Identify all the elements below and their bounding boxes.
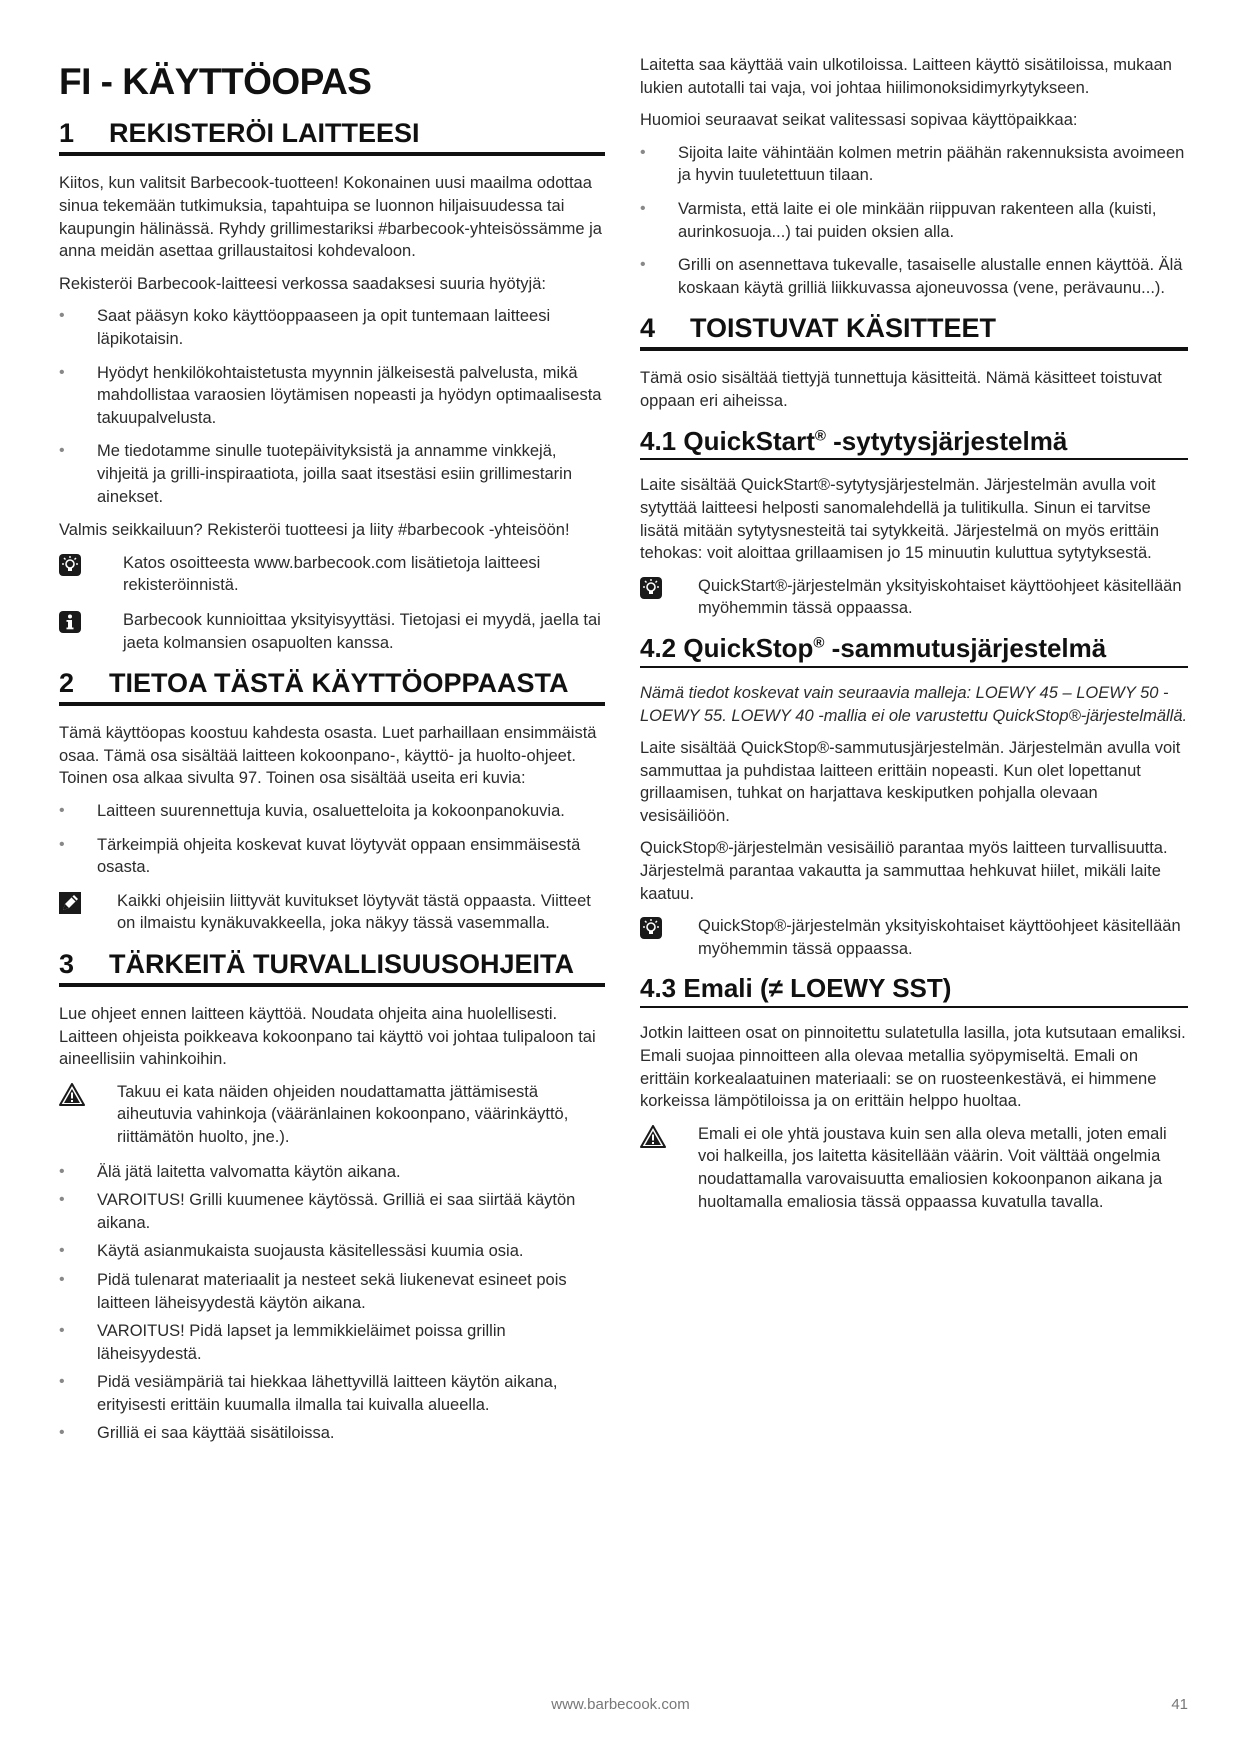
list-item: • Älä jätä laitetta valvomatta käytön aikana.: [59, 1161, 605, 1184]
list-item: • Me tiedotamme sinulle tuotepäivityksistä ja annamme vinkkejä, vihjeitä ja grilli-inspiraatiota, joilla saat itsestäsi esiin grillimestarin ainekset.: [59, 442, 573, 506]
paragraph: Kiitos, kun valitsit Barbecook-tuotteen! Kokonainen uusi maailma odottaa sinua tekemään tutkimuksia, tapahtuipa se luonnon hiljaisuudessa tai kaupungin hälinässä. Ryhdy grillimestariksi #barbecook-yhteisössämme ja anna meidän asettaa grillaustaitosi kohdevaloon.: [59, 174, 602, 261]
section-title: REKISTERÖI LAITTEESI: [109, 118, 420, 149]
section-number: 2: [59, 668, 75, 699]
list-item: • Saat pääsyn koko käyttöoppaaseen ja opit tuntemaan laitteesi läpikotaisin.: [59, 307, 551, 348]
section-title: TOISTUVAT KÄSITTEET: [690, 313, 997, 344]
paragraph: Laite sisältää QuickStop®-sammutusjärjestelmän. Järjestelmän avulla voit sammuttaa ja puhdistaa laitteen erittäin nopeasti. Kun olet lopettanut grillaamisen, tuhkat on harjattava keskiputken pohjalla olevaan vesisäiliöön.: [640, 739, 1181, 825]
paragraph: Valmis seikkailuun? Rekisteröi tuotteesi ja liity #barbecook -yhteisöön!: [59, 521, 570, 540]
warning-note: [59, 1081, 605, 1149]
left-column: [59, 54, 605, 1455]
paragraph: Laitetta saa käyttää vain ulkotiloissa. Laitteen käyttö sisätiloissa, mukaan lukien autotalli tai vaja, voi johtaa hiilimonoksidimyrkytykseen.: [640, 56, 1172, 97]
list-item: • VAROITUS! Pidä lapset ja lemmikkieläimet poissa grillin läheisyydestä.: [59, 1322, 506, 1363]
subsection-4-2-heading: 4.2 QuickStop® -sammutusjärjestelmä: [640, 634, 1188, 668]
paragraph: Huomioi seuraavat seikat valitessasi sopivaa käyttöpaikkaa:: [640, 111, 1078, 130]
bullet-icon: •: [59, 1322, 65, 1340]
page-number: 41: [1171, 1696, 1188, 1713]
bullet-icon: •: [59, 363, 65, 381]
list-item: • Pidä tulenarat materiaalit ja nesteet sekä liukenevat esineet pois laitteen läheisyydestä käytön aikana.: [59, 1270, 567, 1312]
section-number: 4: [640, 313, 656, 344]
paragraph: Laite sisältää QuickStart®-sytytysjärjestelmän. Järjestelmän avulla voit sytyttää laitteesi helposti sanomalehdellä ja tulitikulla. Sinun ei tarvitse lisätä mitään sytytysnesteitä tai sytykkeitä. Järjestelmä on myös erittäin tehokas: voit aloittaa grillaamisen jo 15 minuutin kuluttua sytytyksestä.: [640, 476, 1160, 563]
section-2-heading: [59, 668, 605, 706]
list-item: • Grilli on asennettava tukevalle, tasaiselle alustalle ennen käyttöä. Älä koskaan käytä grilliä liikkuvassa ajoneuvossa (vene, perävaunu...).: [640, 256, 1183, 297]
list-item: • Hyödyt henkilökohtaistetusta myynnin jälkeisestä palvelusta, mikä mahdollistaa varaosien löytämisen nopeasti ja hyödyn optimaalisesta takuupalvelusta.: [59, 363, 602, 427]
note-text: Kaikki ohjeisiin liittyvät kuvitukset löytyvät tästä oppaasta. Viitteet on ilmaistu kynäkuvakkeella, joka näkyy tässä vasemmalla.: [117, 891, 591, 933]
pen-note: [59, 890, 605, 935]
lightbulb-icon: [640, 575, 698, 620]
list-item: • Käytä asianmukaista suojausta käsitellessäsi kuumia osia.: [59, 1240, 605, 1263]
list-item: • Varmista, että laite ei ole minkään riippuvan rakenteen alla (kuisti, aurinkosuoja...) tai puiden oksien alla.: [640, 199, 1157, 241]
bullet-icon: •: [59, 835, 65, 853]
list-item: • Laitteen suurennettuja kuvia, osaluetteloita ja kokoonpanokuvia.: [59, 800, 605, 823]
footer-url: www.barbecook.com: [551, 1696, 690, 1713]
right-column: [640, 54, 1188, 1225]
bullet-icon: •: [59, 1373, 65, 1391]
bullet-icon: •: [59, 1162, 65, 1180]
note-text: QuickStop®-järjestelmän yksityiskohtaiset käyttöohjeet käsitellään myöhemmin tässä oppaassa.: [698, 917, 1181, 958]
bullet-icon: •: [59, 442, 65, 460]
subsection-4-3-heading: 4.3 Emali (≠ LOEWY SST): [640, 974, 1188, 1008]
paragraph: Rekisteröi Barbecook-laitteesi verkossa saadaksesi suuria hyötyjä:: [59, 274, 546, 293]
subsection-4-1-heading: 4.1 QuickStart® -sytytysjärjestelmä: [640, 427, 1188, 461]
list-item: • Sijoita laite vähintään kolmen metrin päähän rakennuksista avoimeen ja hyvin tuuletettuun tilaan.: [640, 143, 1185, 185]
list-item: • Pidä vesiämpäriä tai hiekkaa lähettyvillä laitteen käytön aikana, erityisesti erittäin kuumalla ilmalla tai kuivalla alueella.: [59, 1373, 558, 1414]
italic-note: Nämä tiedot koskevat vain seuraavia malleja: LOEWY 45 – LOEWY 50 - LOEWY 55. LOEWY 40 -mallia ei ole varustettu QuickStop®-järjestelmällä.: [640, 683, 1188, 725]
section-1-heading: [59, 118, 605, 156]
paragraph: Tämä osio sisältää tiettyjä tunnettuja käsitteitä. Nämä käsitteet toistuvat oppaan eri aiheissa.: [640, 369, 1162, 410]
tip-note: [59, 552, 605, 597]
list-item: • Grilliä ei saa käyttää sisätiloissa.: [59, 1422, 605, 1445]
lightbulb-icon: [59, 552, 123, 597]
bullet-icon: •: [59, 801, 65, 819]
note-text: QuickStart®-järjestelmän yksityiskohtaiset käyttöohjeet käsitellään myöhemmin tässä oppaassa.: [698, 576, 1182, 618]
info-note: [59, 609, 605, 654]
tip-note: [640, 575, 1188, 620]
note-text: Barbecook kunnioittaa yksityisyyttäsi. Tietojasi ei myydä, jaella tai jaeta kolmansien osapuolten kanssa.: [123, 610, 601, 652]
paragraph: QuickStop®-järjestelmän vesisäiliö parantaa myös laitteen turvallisuutta. Järjestelmä parantaa vakautta ja sammuttaa hehkuvat hiilet, mikäli laite kaatuu.: [640, 839, 1168, 903]
paragraph: Tämä käyttöopas koostuu kahdesta osasta. Luet parhaillaan ensimmäistä osaa. Tämä osa sisältää laitteen kokoonpano-, käyttö- ja huolto-ohjeet. Toinen osa alkaa sivulta 97. Toinen osa sisältää useita eri kuvia:: [59, 724, 597, 788]
bullet-icon: •: [59, 1270, 65, 1288]
bullet-icon: •: [59, 1191, 65, 1209]
section-title: TÄRKEITÄ TURVALLISUUSOHJEITA: [109, 948, 575, 979]
bullet-icon: •: [640, 199, 646, 217]
warning-note: [640, 1123, 1188, 1213]
paragraph: Jotkin laitteen osat on pinnoitettu sulatetulla lasilla, jota kutsutaan emaliksi. Emali suojaa pinnoitteen alla olevaa metallia syöpymiseltä. Emali on erittäin korkealaatuinen materiaali: se on ruosteenkestävä, ei himmene korkeissa lämpötiloissa ja on erittäin helppo huoltaa.: [640, 1024, 1186, 1111]
bullet-icon: •: [640, 256, 646, 274]
list-item: • VAROITUS! Grilli kuumenee käytössä. Grilliä ei saa siirtää käytön aikana.: [59, 1191, 576, 1232]
section-3-heading: [59, 949, 605, 987]
tip-note: [640, 915, 1188, 960]
bullet-icon: •: [59, 1424, 65, 1442]
bullet-list: [640, 142, 1188, 300]
bullet-list: [59, 800, 605, 879]
pen-icon: [59, 890, 117, 935]
bullet-icon: •: [59, 1242, 65, 1260]
section-4-heading: [640, 313, 1188, 351]
section-number: 3: [59, 948, 75, 979]
page-title: FI - KÄYTTÖOPAS: [59, 61, 372, 102]
list-item: • Tärkeimpiä ohjeita koskevat kuvat löytyvät oppaan ensimmäisestä osasta.: [59, 835, 581, 877]
bullet-icon: •: [59, 307, 65, 325]
bullet-list: [59, 305, 605, 508]
warning-icon: [640, 1123, 698, 1213]
lightbulb-icon: [640, 915, 698, 960]
section-title: TIETOA TÄSTÄ KÄYTTÖOPPAASTA: [109, 668, 569, 699]
bullet-icon: •: [640, 143, 646, 161]
warning-icon: [59, 1081, 117, 1149]
section-number: 1: [59, 118, 75, 149]
note-text: Takuu ei kata näiden ohjeiden noudattamatta jättämisestä aiheutuvia vahinkoja (vääränlainen kokoonpano, väärinkäyttö, riittämätön huolto, jne.).: [117, 1082, 569, 1146]
paragraph: Lue ohjeet ennen laitteen käyttöä. Noudata ohjeita aina huolellisesti. Laitteen ohjeista poikkeava kokoonpano tai käyttö voi johtaa tulipaloon tai aineellisiin vahinkoihin.: [59, 1004, 596, 1069]
bullet-list: [59, 1161, 605, 1446]
note-text: Emali ei ole yhtä joustava kuin sen alla oleva metalli, joten emali voi halkeilla, jos laitetta käsitellään väärin. Voit välttää ongelmia noudattamalla varovaisuutta emaliosien kokoonpanon aikana ja huoltamalla emaliosia tässä oppaassa kuvatulla tavalla.: [698, 1124, 1167, 1211]
note-text: Katos osoitteesta www.barbecook.com lisätietoja laitteesi rekisteröinnistä.: [123, 553, 541, 595]
info-icon: [59, 609, 123, 654]
